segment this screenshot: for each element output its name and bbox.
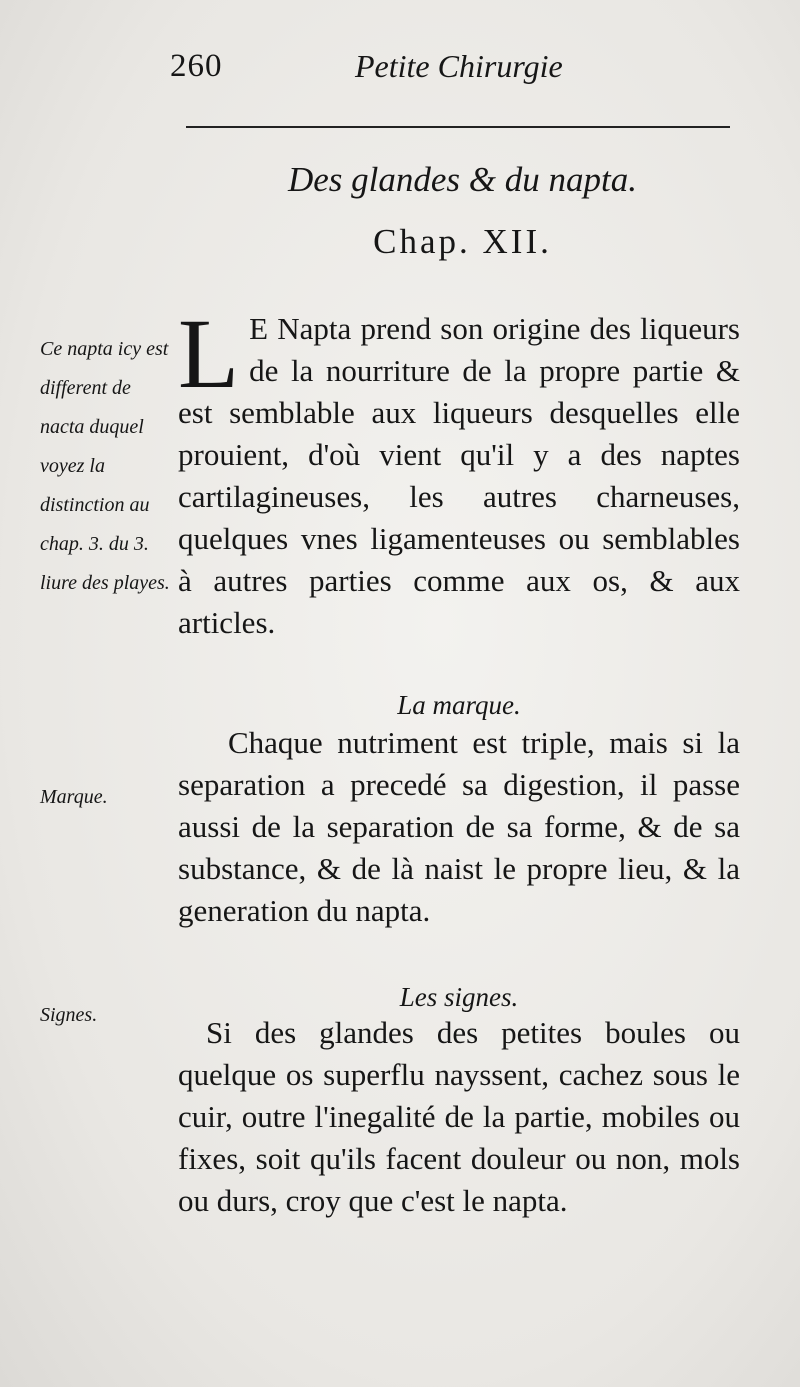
page-number: 260 [170,48,223,84]
rubric-signes: Les signes. [399,982,519,1012]
chapter-heading: Chap. XII. [373,222,552,261]
paragraph-text: E Napta prend son origine des liqueurs de la nourriture de la propre partie & est semblable aux liqueurs desquelles elle prouient, d'où vient qu'il y a des naptes cartilagineuses, les autres charneuses, quelques vnes ligamenteuses ou semblables à autres parties comme aux os, & aux articles. [178,311,740,640]
margin-note-signes: Signes. [40,1004,98,1026]
header-rule [186,126,730,128]
drop-cap: L [178,298,240,409]
section-title: Des glandes & du napta. [287,160,637,199]
margin-note-napta: Ce napta icy est different de nacta duquel voyez la distinction au chap. 3. du 3. liure des playes. [40,338,170,594]
paragraph-marque: Chaque nutriment est triple, mais si la separation a precedé sa digestion, il passe aussi de la separation de sa forme, & de sa substance, & de là naist le propre lieu, & la generation du napta. [178,725,740,928]
paragraph-signes: Si des glandes des petites boules ou quelque os superflu nayssent, cachez sous le cuir, outre l'inegalité de la partie, mobiles ou fixes, soit qu'ils facent douleur ou non, mols ou durs, croy que c'est le napta. [178,1015,740,1218]
rubric-marque: La marque. [397,690,521,720]
running-head: Petite Chirurgie [355,48,563,84]
margin-note-marque: Marque. [40,786,108,808]
paragraph-origin [178,298,740,644]
page-header [170,48,730,98]
